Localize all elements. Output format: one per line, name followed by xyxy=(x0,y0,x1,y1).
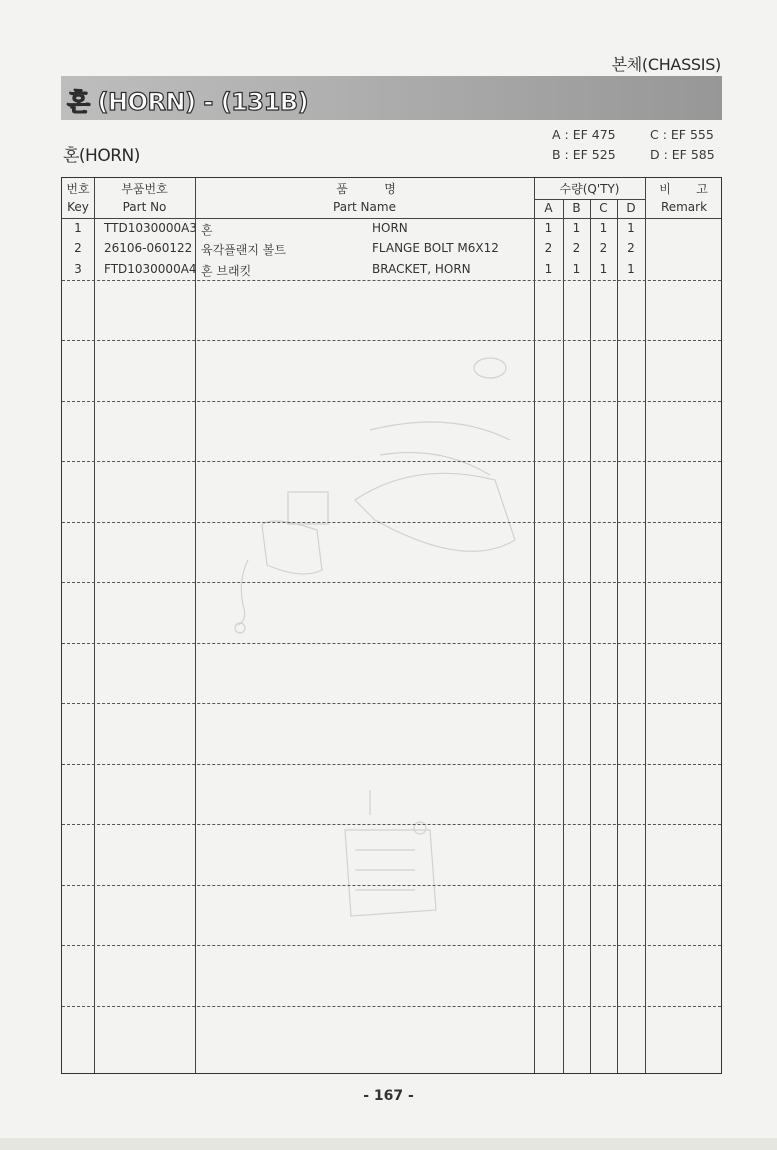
header-name-ko-1: 품 xyxy=(336,182,348,196)
col-divider xyxy=(590,200,591,1073)
row-name-en: HORN xyxy=(372,221,408,235)
row-divider xyxy=(62,703,721,704)
row-key: 1 xyxy=(74,221,82,235)
row-qty-b: 1 xyxy=(572,262,581,276)
row-key: 3 xyxy=(74,262,82,276)
row-qty-d: 1 xyxy=(627,221,635,235)
row-qty-a: 1 xyxy=(544,221,553,235)
row-name-ko: 혼 xyxy=(201,223,213,237)
row-name-ko: 육각플랜지 볼트 xyxy=(201,243,286,257)
col-divider xyxy=(534,178,535,1073)
row-divider xyxy=(62,643,721,644)
row-name-en: BRACKET, HORN xyxy=(372,262,471,276)
qty-header-divider xyxy=(534,199,645,200)
row-part-no: FTD1030000A4 xyxy=(104,262,197,276)
row-divider xyxy=(62,522,721,523)
row-divider xyxy=(62,582,721,583)
header-qty: 수량(Q'TY) xyxy=(559,182,620,196)
row-part-no: 26106-060122 xyxy=(104,241,193,255)
header-col-c: C xyxy=(599,201,608,215)
row-qty-a: 1 xyxy=(544,262,553,276)
row-divider xyxy=(62,824,721,825)
row-qty-a: 2 xyxy=(544,241,553,255)
col-divider xyxy=(94,178,95,1073)
row-part-no: TTD1030000A3 xyxy=(104,221,197,235)
row-qty-b: 2 xyxy=(572,241,581,255)
header-bottom-line xyxy=(62,218,721,219)
row-qty-c: 1 xyxy=(599,262,608,276)
header-partno-en: Part No xyxy=(122,200,167,214)
banner-title: 혼 (HORN) - (131B) xyxy=(67,88,309,116)
header-col-d: D xyxy=(626,201,636,215)
header-col-a: A xyxy=(544,201,553,215)
model-a: A : EF 475 xyxy=(552,127,616,142)
row-divider xyxy=(62,945,721,946)
section-title: 본체(CHASSIS) xyxy=(611,55,721,74)
col-divider xyxy=(645,178,646,1073)
row-divider xyxy=(62,1006,721,1007)
row-divider xyxy=(62,280,721,281)
row-divider xyxy=(62,401,721,402)
row-divider xyxy=(62,764,721,765)
header-remark-en: Remark xyxy=(660,200,708,214)
row-qty-b: 1 xyxy=(572,221,581,235)
row-divider xyxy=(62,461,721,462)
col-divider xyxy=(195,178,196,1073)
header-col-b: B xyxy=(572,201,581,215)
row-divider xyxy=(62,340,721,341)
model-d: D : EF 585 xyxy=(650,147,715,162)
col-divider xyxy=(617,200,618,1073)
page-subtitle: 혼(HORN) xyxy=(63,146,140,166)
row-qty-d: 1 xyxy=(627,262,635,276)
row-name-en: FLANGE BOLT M6X12 xyxy=(372,241,499,255)
header-name-en: Part Name xyxy=(333,200,396,214)
header-name-ko-2: 명 xyxy=(384,182,396,196)
row-name-ko: 혼 브래킷 xyxy=(201,264,252,278)
row-qty-c: 1 xyxy=(599,221,608,235)
header-key-ko: 번호 xyxy=(66,182,90,196)
header-remark-ko-2: 고 xyxy=(696,182,708,196)
row-qty-c: 2 xyxy=(599,241,608,255)
model-b: B : EF 525 xyxy=(552,147,616,162)
row-key: 2 xyxy=(74,241,82,255)
page-number: - 167 - xyxy=(363,1088,414,1104)
scan-edge xyxy=(0,1138,777,1150)
col-divider xyxy=(563,200,564,1073)
title-banner xyxy=(61,76,722,120)
parts-table xyxy=(61,177,722,1074)
header-remark-ko-1: 비 xyxy=(659,182,671,196)
row-divider xyxy=(62,885,721,886)
header-key-en: Key xyxy=(67,200,89,214)
model-c: C : EF 555 xyxy=(650,127,714,142)
row-qty-d: 2 xyxy=(627,241,635,255)
header-partno-ko: 부품번호 xyxy=(121,182,168,196)
